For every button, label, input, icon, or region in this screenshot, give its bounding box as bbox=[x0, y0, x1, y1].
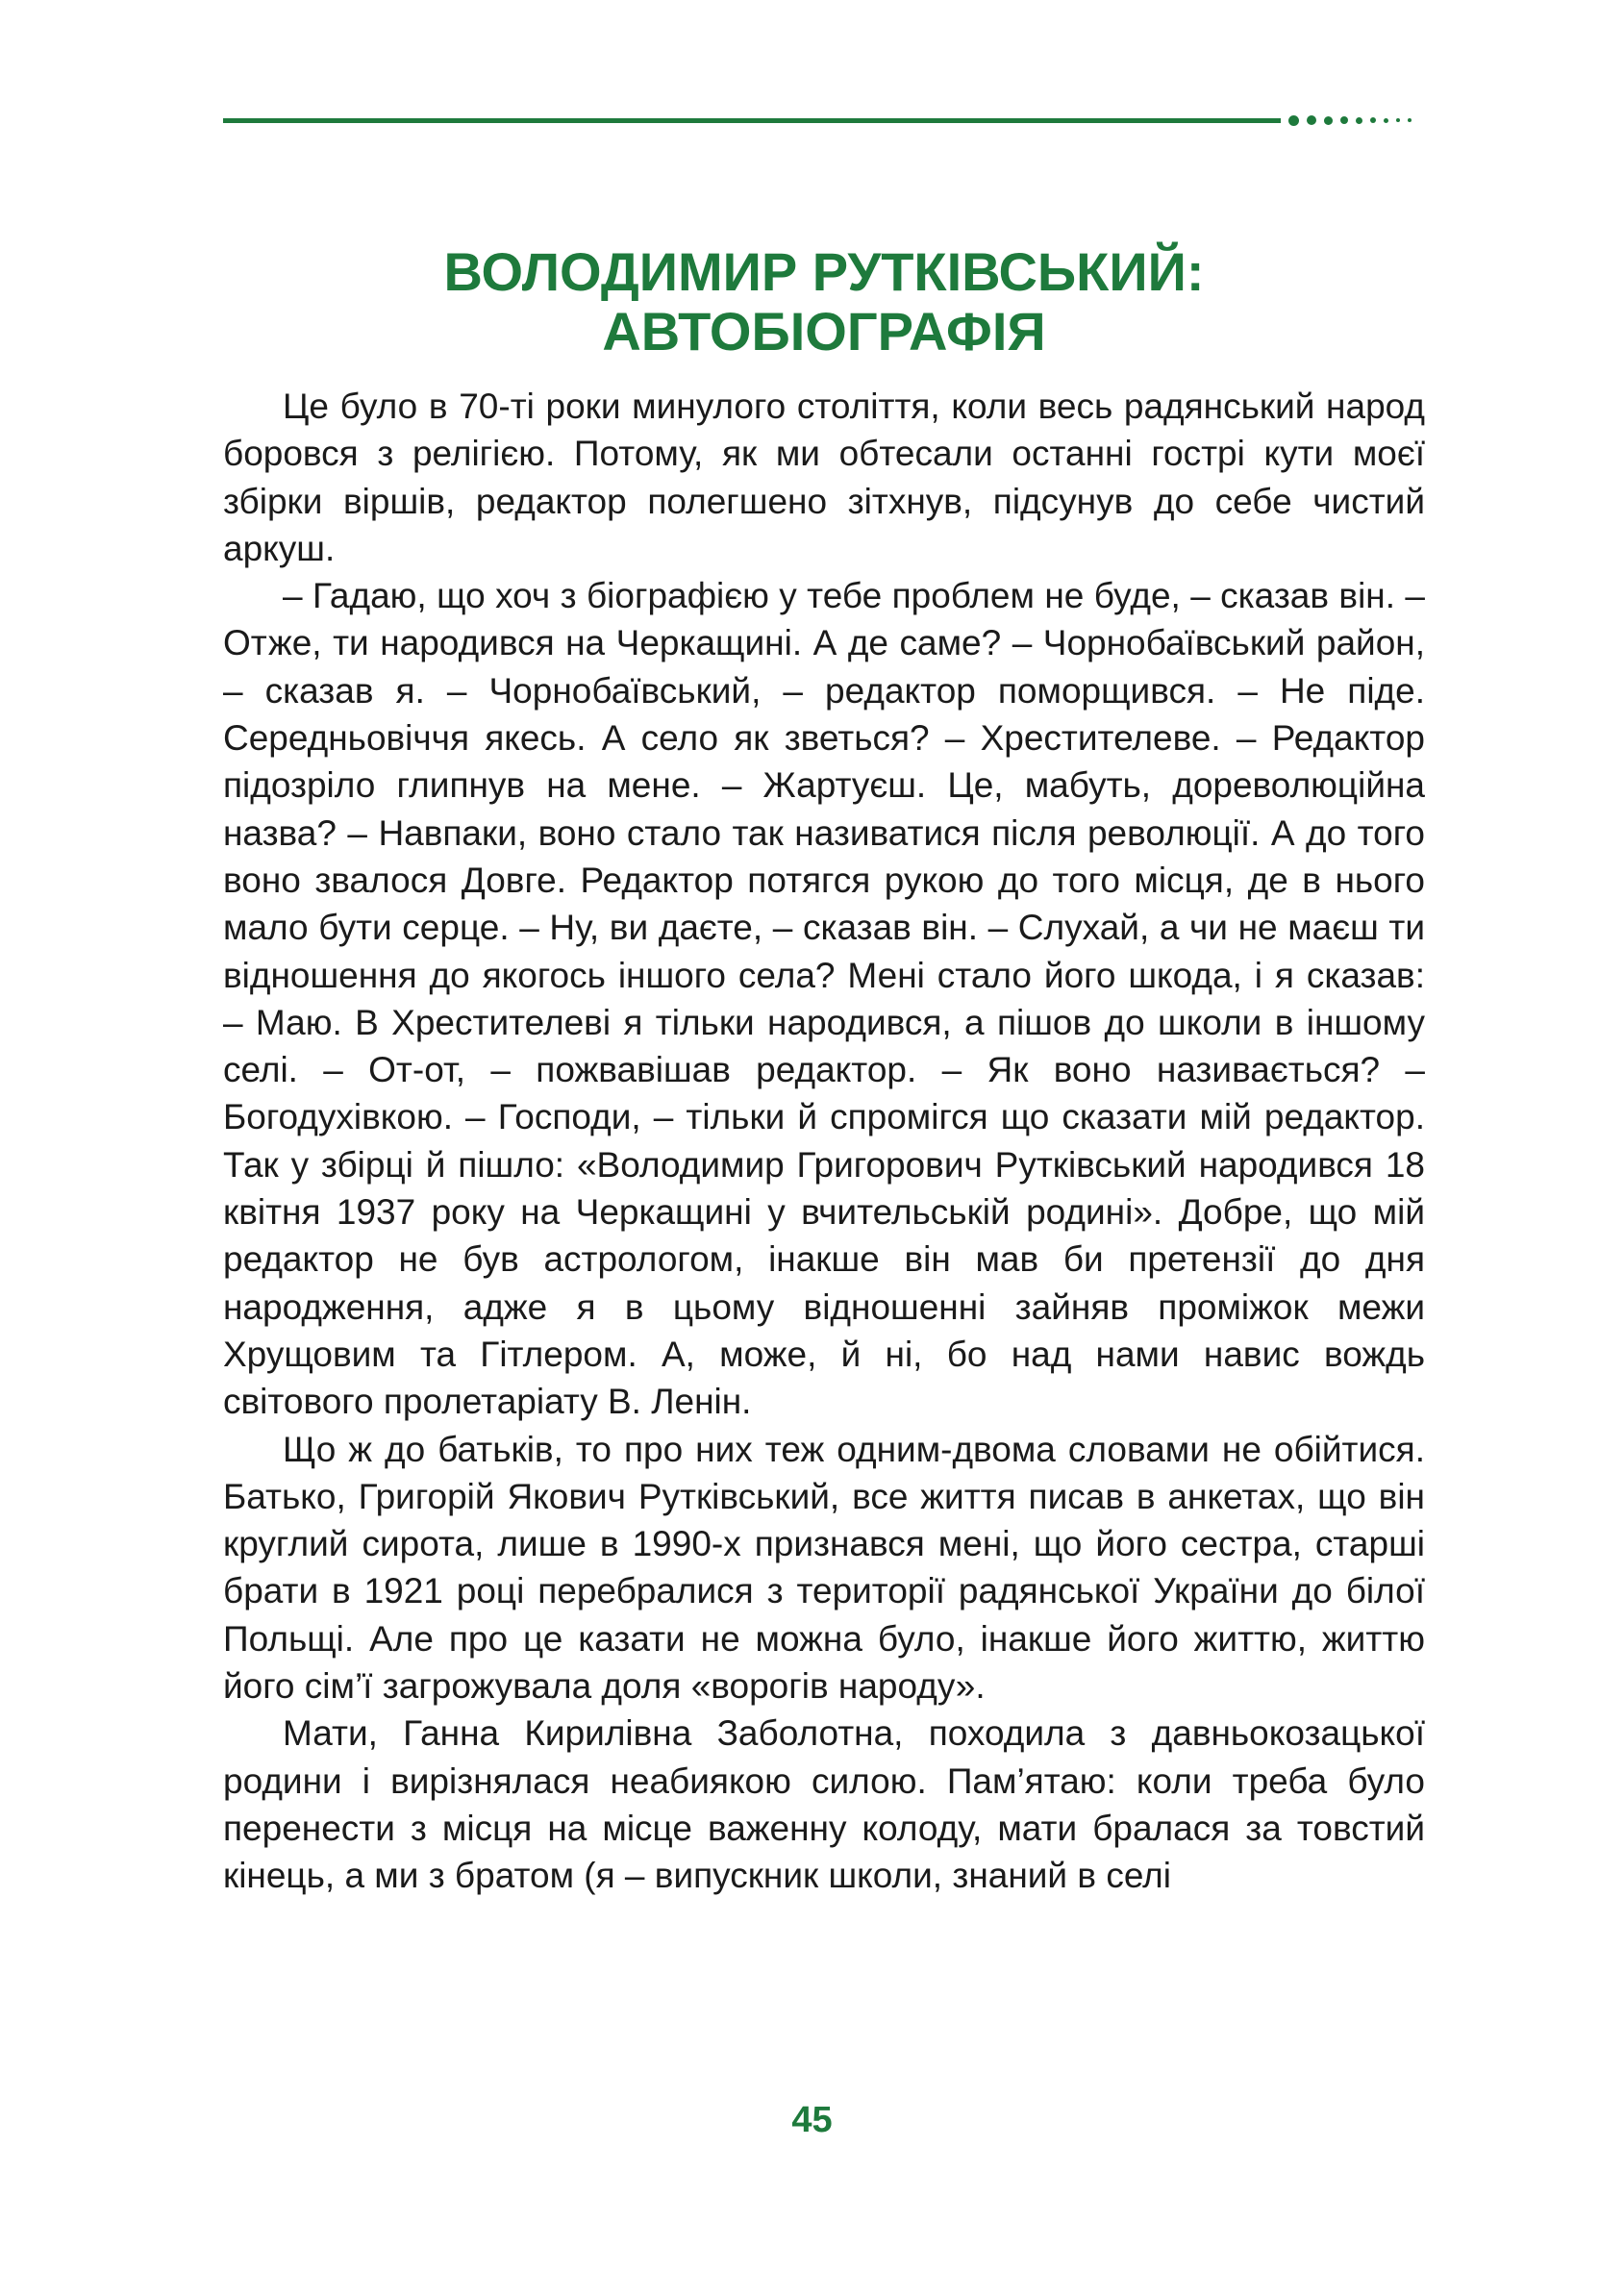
title-line-1: ВОЛОДИМИР РУТКІВСЬКИЙ: bbox=[443, 241, 1205, 302]
header-rule bbox=[223, 118, 1281, 123]
page-number: 45 bbox=[791, 2100, 833, 2140]
paragraph-1: Це було в 70-ті роки минулого століття, коли весь радянський народ боровся з релігією. Потому, як ми обтесали останні гострі кути моєї збірки віршів, редактор полегшено зітхнув, підсунув до себе чистий аркуш. bbox=[223, 387, 1425, 568]
paragraph-4: Мати, Ганна Кирилівна Заболотна, походила з давньокозацької родини і вирізнялася неабиякою силою. Пам’ятаю: коли треба було перенести з місця на місце важенну колоду, мати бралася за товстий кінець, а ми з братом (я – випускник школи, знаний в селі bbox=[223, 1713, 1425, 1896]
paragraph-2: – Гадаю, що хоч з біографією у тебе проблем не буде, – сказав він. – Отже, ти народився на Черкащині. А де саме? – Чорнобаївський район, – сказав я. – Чорнобаївський, – редактор поморщився. – Не піде. Середньовіччя якесь. А село як зветься? – Хрестителеве. – Редактор підозріло глипнув на мене. – Жартуєш. Це, мабуть, дореволюційна назва? – Навпаки, воно стало так називатися після революції. А до того воно звалося Довге. Редактор потягся рукою до того місця, де в нього мало бути серце. – Ну, ви даєте, – сказав він. – Слухай, а чи не маєш ти відношення до якогось іншого села? Мені стало його шкода, і я сказав: – Маю. В Хрестителеві я тільки народився, а пішов до школи в іншому селі. – От-от, – пожвавішав редактор. – Як воно називається? – Богодухівкою. – Господи, – тільки й спромігся що сказати мій редактор. Так у збірці й пішло: «Володимир Григорович Рутківський народився 18 квітня 1937 року на Черкащині у вчительській родині». Добре, що мій редактор не був астрологом, інакше він мав би претензії до дня народження, адже я в цьому відношенні зайняв проміжок межи Хрущовим та Гітлером. А, може, й ні, бо над нами навис вождь світового пролетаріату В. Ленін. bbox=[223, 576, 1425, 1422]
paragraph-3: Що ж до батьків, то про них теж одним-двома словами не обійтися. Батько, Григорій Якович Рутківський, все життя писав в анкетах, що він круглий сирота, лише в 1990-х признався мені, що його сестра, старші брати в 1921 році перебралися з території радянської України до білої Польщі. Але про це казати не можна було, інакше його життю, життю його сім’ї загрожувала доля «ворогів народу». bbox=[223, 1429, 1425, 1707]
article-body bbox=[223, 383, 1425, 1900]
header-dots-ornament bbox=[1288, 112, 1412, 128]
page-title bbox=[223, 242, 1425, 362]
title-line-2: АВТОБІОГРАФІЯ bbox=[602, 301, 1046, 362]
